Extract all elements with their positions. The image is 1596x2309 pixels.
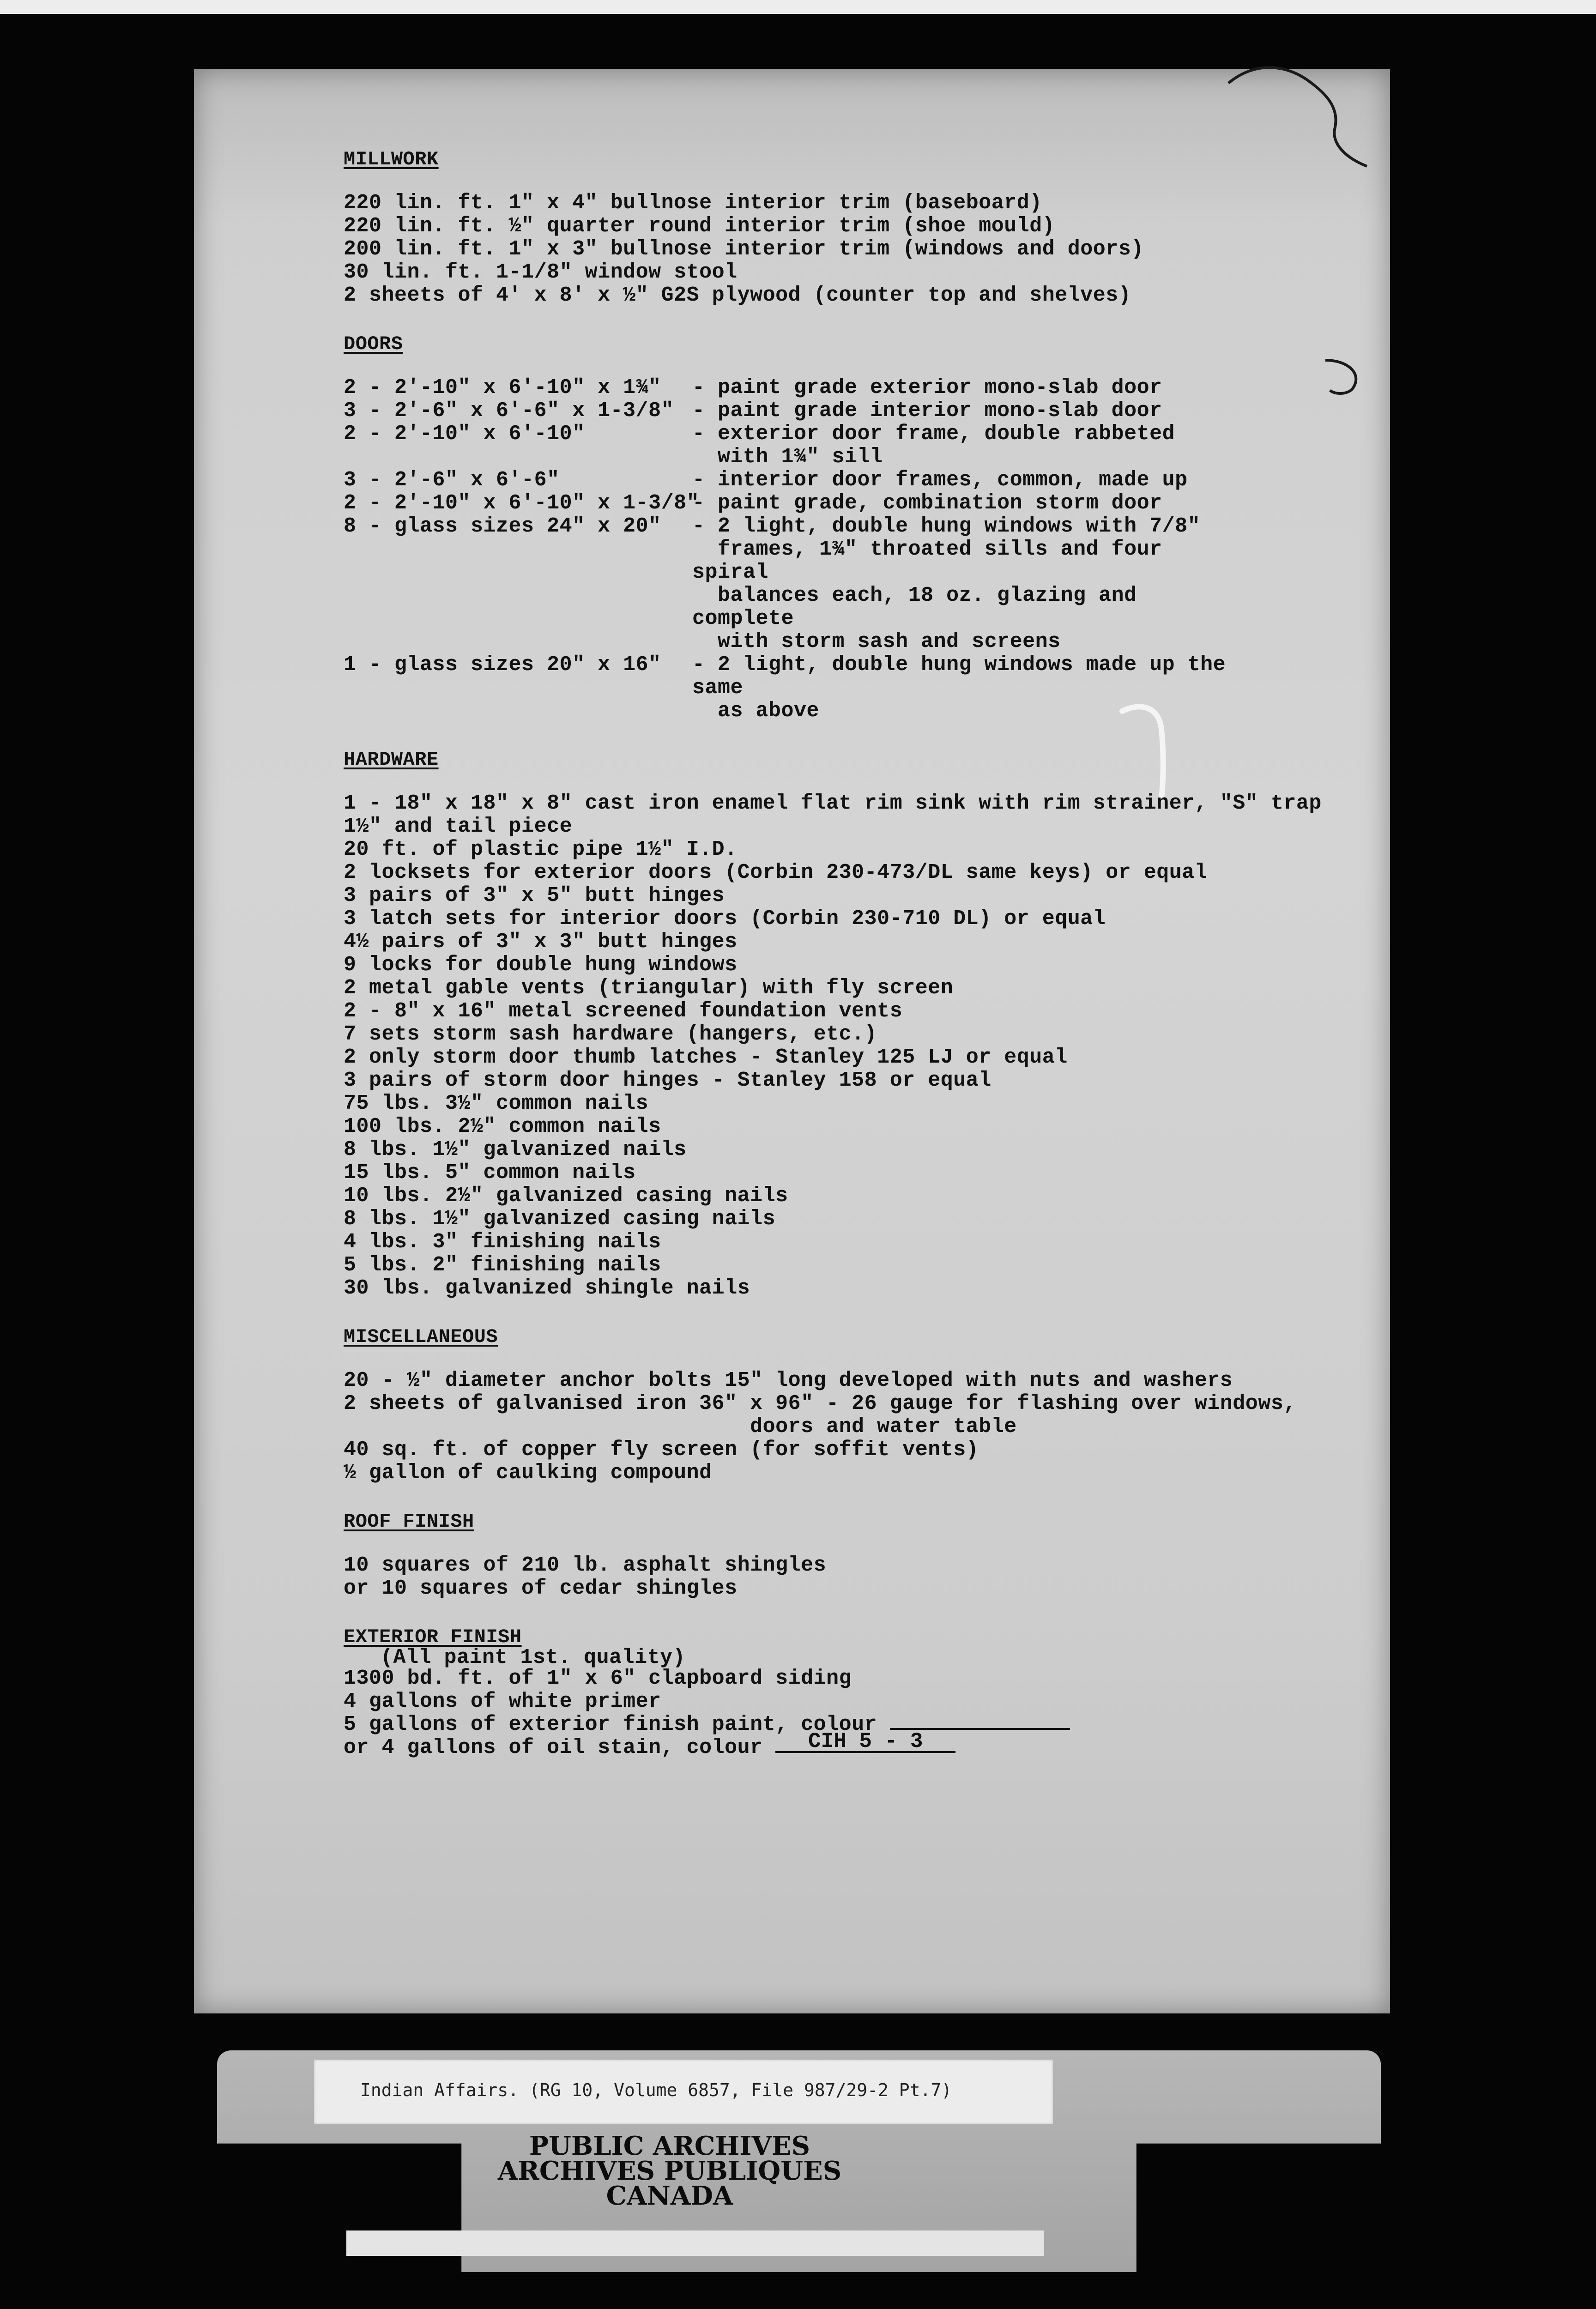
hardware-line: 1 - 18" x 18" x 8" cast iron enamel flat rim sink with rim strainer, "S" trap [344,792,1322,815]
millwork-line: 30 lin. ft. 1-1/8" window stool [344,260,738,284]
miscellaneous-line: doors and water table [344,1415,1017,1439]
door-desc: - interior door frames, common, made up [692,468,1188,492]
hardware-line: 2 - 8" x 16" metal screened foundation vents [344,999,903,1023]
hardware-line: 8 lbs. 1½" galvanized nails [344,1138,687,1161]
millwork-line: 200 lin. ft. 1" x 3" bullnose interior trim (windows and doors) [344,237,1144,261]
roof-finish-heading: ROOF FINISH [344,1511,474,1533]
door-qty: 3 - 2'-6" x 6'-6" x 1-3/8" [344,399,674,423]
archive-reference-label [314,2060,1053,2124]
door-item [344,469,1383,492]
hardware-line: 3 pairs of 3" x 5" butt hinges [344,884,725,907]
millwork-line: 220 lin. ft. ½" quarter round interior trim (shoe mould) [344,214,1055,238]
doors-section [344,332,1383,723]
roof-finish-line: 10 squares of 210 lb. asphalt shingles [344,1553,827,1577]
miscellaneous-line: ½ gallon of caulking compound [344,1461,712,1485]
stain-colour-label: or 4 gallons of oil stain, colour [344,1736,763,1759]
door-qty: 2 - 2'-10" x 6'-10" x 1¾" [344,376,661,399]
hardware-line: 5 lbs. 2" finishing nails [344,1253,661,1277]
door-qty: 8 - glass sizes 24" x 20" [344,514,661,538]
hardware-line: 15 lbs. 5" common nails [344,1161,636,1185]
page-code: CIH 5 - 3 [808,1729,923,1753]
door-desc: - paint grade interior mono-slab door [692,399,1162,423]
door-item [344,376,1383,399]
public-archives-stamp [462,2131,877,2211]
door-item [344,423,1383,469]
hardware-line: 30 lbs. galvanized shingle nails [344,1276,750,1300]
stamp-line: PUBLIC ARCHIVES [529,2131,810,2161]
stamp-line: CANADA [606,2181,733,2211]
hardware-line: 75 lbs. 3½" common nails [344,1092,649,1115]
paint-colour-blank [890,1714,1070,1730]
door-item [344,653,1383,723]
millwork-section [344,148,1383,307]
exterior-finish-line: 1300 bd. ft. of 1" x 6" clapboard siding [344,1667,852,1690]
hardware-line: 2 only storm door thumb latches - Stanley 125 LJ or equal [344,1046,1068,1069]
hardware-line: 7 sets storm sash hardware (hangers, etc.) [344,1022,877,1046]
door-desc: - paint grade exterior mono-slab door [692,376,1162,399]
hardware-section [344,748,1383,1300]
door-desc: - 2 light, double hung windows with 7/8" frames, 1¾" throated sills and four spiral balances each, 18 oz. glazing and complete with storm sash and screens [692,514,1201,653]
hardware-line: 100 lbs. 2½" common nails [344,1115,661,1138]
archive-strip [346,2230,1044,2256]
door-qty: 2 - 2'-10" x 6'-10" [344,422,585,446]
door-qty: 3 - 2'-6" x 6'-6" [344,468,560,492]
door-item [344,399,1383,423]
material-list [344,148,1383,1785]
stamp-line: ARCHIVES PUBLIQUES [497,2156,842,2186]
hardware-line: 8 lbs. 1½" galvanized casing nails [344,1207,776,1231]
miscellaneous-heading: MISCELLANEOUS [344,1326,498,1348]
film-edge-top [0,0,1596,14]
miscellaneous-section [344,1325,1383,1485]
paint-colour-label: 5 gallons of exterior finish paint, colour [344,1713,877,1736]
hardware-line: 9 locks for double hung windows [344,953,738,977]
paint-quality-note: (All paint 1st. quality) [381,1646,686,1669]
hardware-line: 4½ pairs of 3" x 3" butt hinges [344,930,738,954]
hardware-line: 4 lbs. 3" finishing nails [344,1230,661,1254]
hardware-heading: HARDWARE [344,749,439,771]
hardware-line: 2 metal gable vents (triangular) with fly screen [344,976,954,1000]
hardware-line: 3 pairs of storm door hinges - Stanley 158 or equal [344,1069,991,1092]
door-qty: 2 - 2'-10" x 6'-10" x 1-3/8" [344,491,700,515]
door-qty: 1 - glass sizes 20" x 16" [344,653,661,677]
hardware-line: 3 latch sets for interior doors (Corbin 230-710 DL) or equal [344,907,1106,931]
millwork-line: 220 lin. ft. 1" x 4" bullnose interior trim (baseboard) [344,191,1042,215]
exterior-finish-line: 4 gallons of white primer [344,1690,661,1713]
door-desc: - 2 light, double hung windows made up the same as above [692,653,1226,723]
hardware-line: 2 locksets for exterior doors (Corbin 230-473/DL same keys) or equal [344,861,1208,884]
roof-finish-line: or 10 squares of cedar shingles [344,1577,738,1600]
roof-finish-section [344,1510,1383,1600]
door-item [344,515,1383,653]
exterior-finish-heading: EXTERIOR FINISH [344,1626,522,1648]
archive-reference-text: Indian Affairs. (RG 10, Volume 6857, File 987/29-2 Pt.7) [360,2080,952,2100]
miscellaneous-line: 2 sheets of galvanised iron 36" x 96" - 26 gauge for flashing over windows, [344,1392,1296,1415]
hardware-line: 20 ft. of plastic pipe 1½" I.D. [344,838,738,861]
door-item [344,492,1383,515]
doors-heading: DOORS [344,333,403,355]
miscellaneous-line: 40 sq. ft. of copper fly screen (for soffit vents) [344,1438,979,1462]
door-desc: - paint grade, combination storm door [692,491,1162,515]
door-desc: - exterior door frame, double rabbeted with 1¾" sill [692,422,1175,469]
miscellaneous-line: 20 - ½" diameter anchor bolts 15" long developed with nuts and washers [344,1369,1233,1392]
millwork-line: 2 sheets of 4' x 8' x ½" G2S plywood (counter top and shelves) [344,284,1131,307]
hardware-line: 10 lbs. 2½" galvanized casing nails [344,1184,788,1208]
millwork-heading: MILLWORK [344,148,439,170]
hardware-line: 1½" and tail piece [344,815,573,838]
